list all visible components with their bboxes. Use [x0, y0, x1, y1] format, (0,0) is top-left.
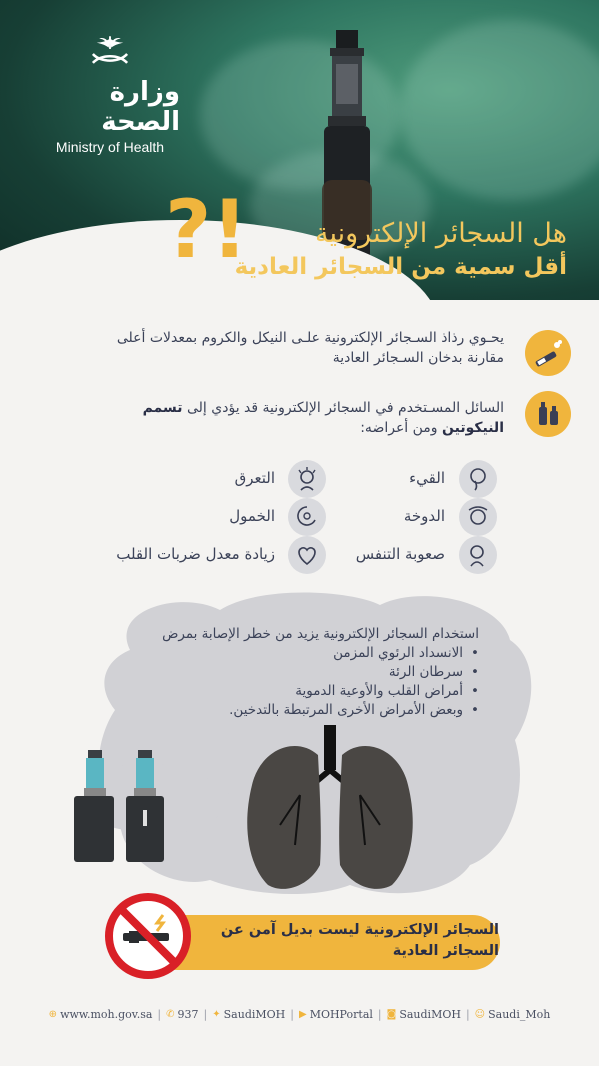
fact-nicotine-poisoning [84, 398, 504, 438]
footer-website[interactable] [49, 1008, 153, 1021]
fact-nickel-chromium: يحـوي رذاذ السـجائر الإلكترونية علـى النيكل والكروم بمعدلات أعلى مقارنة بدخان السـجائر العادية [116, 330, 504, 366]
symptom-label: الخمول [229, 507, 275, 525]
breathing-difficulty-icon [459, 536, 497, 574]
fact-text-start: السائل المسـتخدم في السجائر الإلكترونية قد يؤدي إلى [182, 400, 504, 416]
moh-logo [40, 35, 180, 155]
divider: | [290, 1007, 294, 1021]
symptom-label: الدوخة [403, 507, 445, 525]
risk-list [109, 644, 479, 720]
lungs-illustration [240, 725, 420, 895]
risk-intro: استخدام السجائر الإلكترونية يزيد من خطر الإصابة بمرض [162, 626, 479, 642]
list-item: • الانسداد الرئوي المزمن [109, 644, 479, 663]
risk-list-section [109, 625, 479, 720]
e-cigarette-icon [525, 330, 571, 376]
page-title-line2: أقل سمية من السجائر العادية [234, 254, 567, 280]
list-item: • أمراض القلب والأوعية الدموية [109, 682, 479, 701]
twitter-icon: ✦ [212, 1008, 221, 1020]
footer-twitter[interactable] [212, 1008, 285, 1021]
lethargy-icon [288, 498, 326, 536]
youtube-icon: ▶ [298, 1008, 307, 1020]
divider: | [377, 1007, 382, 1021]
dizziness-icon [459, 498, 497, 536]
banner-line1: السجائر الإلكترونية ليست بديل آمن عن [220, 922, 499, 938]
fact-text-end: ومن أعراضه: [360, 420, 443, 436]
footer-youtube[interactable] [299, 1008, 373, 1021]
symptom-label: صعوبة التنفس [355, 545, 445, 563]
instagram-icon: ◙ [386, 1008, 397, 1020]
question-exclamation-mark: ?! [165, 183, 248, 276]
divider: | [203, 1007, 208, 1021]
list-item: • وبعض الأمراض الأخرى المرتبطة بالتدخين. [109, 701, 479, 720]
footer-instagram-text: SaudiMOH [399, 1007, 461, 1021]
banner-line2: السجائر العادية [392, 943, 499, 959]
symptom-label: زيادة معدل ضربات القلب [116, 545, 275, 563]
symptom-label: التعرق [234, 469, 275, 487]
footer-youtube-text: MOHPortal [309, 1007, 373, 1021]
footer-phone-text: 937 [177, 1007, 199, 1021]
heart-rate-icon [288, 536, 326, 574]
hero-header [0, 0, 599, 300]
snapchat-icon: ☺ [474, 1008, 486, 1020]
no-vaping-icon [105, 893, 191, 979]
logo-arabic-text: وزارة الصحة [101, 77, 180, 137]
palm-swords-logo-icon [75, 35, 145, 73]
footer-phone[interactable] [166, 1008, 198, 1021]
logo-english-text: Ministry of Health [55, 139, 165, 155]
vape-devices-illustration [70, 750, 180, 865]
smoke-cloud [400, 20, 599, 200]
fact-text-bold: تسمم النيكوتين [142, 400, 504, 436]
divider: | [465, 1007, 470, 1021]
symptom-label: القيء [409, 469, 445, 487]
e-liquid-bottles-icon [525, 391, 571, 437]
footer-contacts [0, 1002, 599, 1026]
footer-snapchat[interactable] [475, 1008, 551, 1021]
footer-snapchat-text: Saudi_Moh [488, 1007, 551, 1021]
list-item: • سرطان الرئة [109, 663, 479, 682]
footer-instagram[interactable] [387, 1008, 461, 1021]
divider: | [157, 1007, 162, 1021]
footer-twitter-text: SaudiMOH [223, 1007, 286, 1021]
phone-icon: ✆ [166, 1008, 175, 1020]
vomit-icon [459, 460, 497, 498]
footer-website-text: www.moh.gov.sa [60, 1007, 153, 1021]
page-title-line1: هل السجائر الإلكترونية [315, 218, 567, 249]
globe-icon: ⊕ [48, 1008, 58, 1020]
sweating-icon [288, 460, 326, 498]
warning-banner-text [209, 920, 499, 962]
